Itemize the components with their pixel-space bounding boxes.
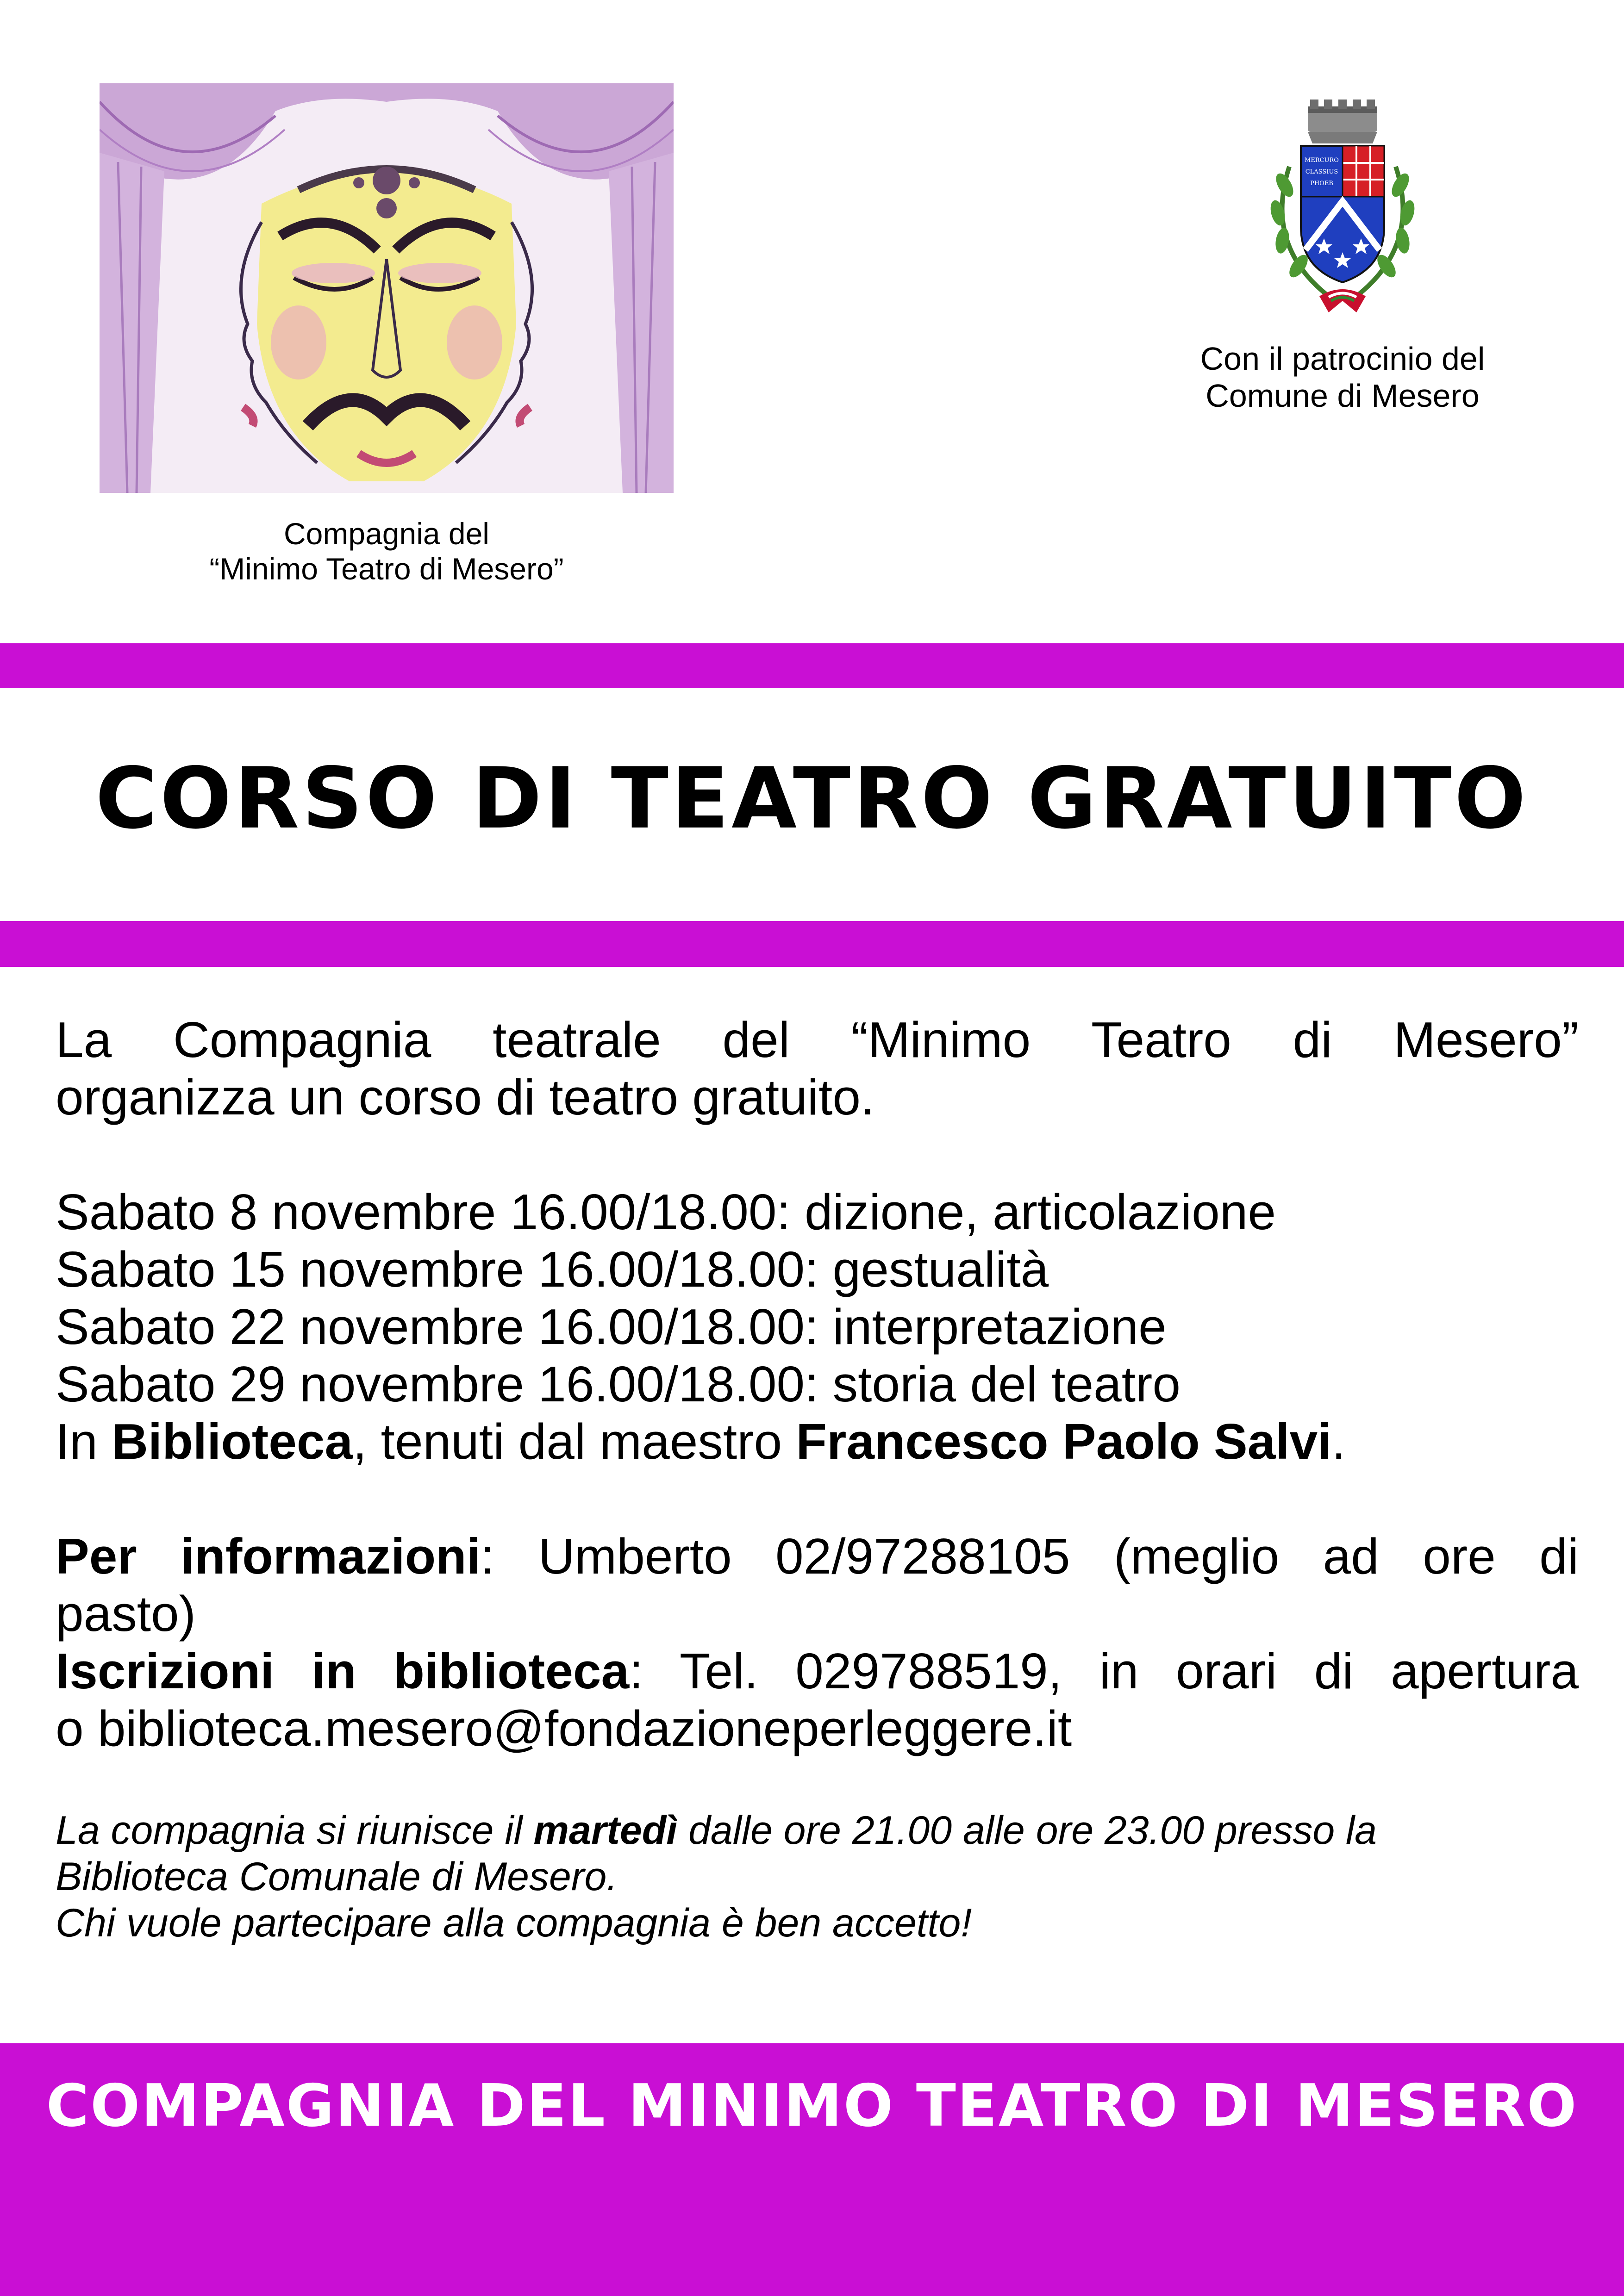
meeting-day: martedì [533,1808,678,1853]
theatre-mask-illustration [100,83,674,493]
location-suffix: . [1331,1413,1346,1470]
location-place: Biblioteca [112,1413,353,1470]
shield-text-line1: MERCURO [1305,157,1339,164]
company-caption-line1: Compagnia del [284,516,489,551]
closing-line1 [56,1807,1579,1854]
decorative-band-middle [0,921,1624,967]
enroll-label: Iscrizioni in biblioteca [56,1643,630,1699]
intro-line2: organizza un corso di teatro gratuito. [56,1069,875,1126]
location-prefix: In [56,1413,112,1470]
footer-title: COMPAGNIA DEL MINIMO TEATRO DI MESERO [46,2072,1578,2140]
enroll-line1 [56,1643,1579,1700]
closing-note [56,1807,1579,1946]
intro-line1: La Compagnia teatrale del “Minimo Teatro di Mesero” [56,1012,1579,1068]
closing-line1-pre: La compagnia si riunisce il [56,1808,534,1853]
closing-line1-post: dalle ore 21.00 alle ore 23.00 presso la [677,1808,1377,1853]
location-line [56,1413,1579,1470]
page-title: CORSO DI TEATRO GRATUITO [95,749,1529,847]
teacher-name: Francesco Paolo Salvi [796,1413,1332,1470]
info-line2: pasto) [56,1586,196,1642]
patronage-caption-line1: Con il patrocinio del [1200,341,1485,377]
location-middle: , tenuti dal maestro [353,1413,796,1470]
shield-text-line3: PHOEB [1310,180,1333,187]
info-line1 [56,1528,1579,1585]
shield-text-line2: CLASSIUS [1305,168,1338,175]
patronage-caption [1134,340,1551,414]
enroll-text: : Tel. 029788519, in orari di apertura [629,1643,1579,1699]
closing-line3: Chi vuole partecipare alla compagnia è ben accetto! [56,1901,972,1945]
decorative-band-top [0,643,1624,688]
coat-of-arms-icon [1264,97,1421,319]
course-description [56,1011,1579,1757]
enroll-email: o biblioteca.mesero@fondazioneperleggere.it [56,1700,1072,1757]
schedule-item: Sabato 22 novembre 16.00/18.00: interpretazione [56,1299,1167,1355]
closing-line2: Biblioteca Comunale di Mesero. [56,1854,618,1899]
info-label: Per informazioni [56,1528,481,1585]
company-caption [100,516,674,586]
schedule-item: Sabato 8 novembre 16.00/18.00: dizione, articolazione [56,1184,1276,1240]
schedule-item: Sabato 29 novembre 16.00/18.00: storia del teatro [56,1356,1181,1412]
company-caption-line2: “Minimo Teatro di Mesero” [209,552,564,586]
schedule-item: Sabato 15 novembre 16.00/18.00: gestualità [56,1241,1049,1298]
patronage-caption-line2: Comune di Mesero [1206,378,1480,414]
info-text: : Umberto 02/97288105 (meglio ad ore di [481,1528,1579,1585]
